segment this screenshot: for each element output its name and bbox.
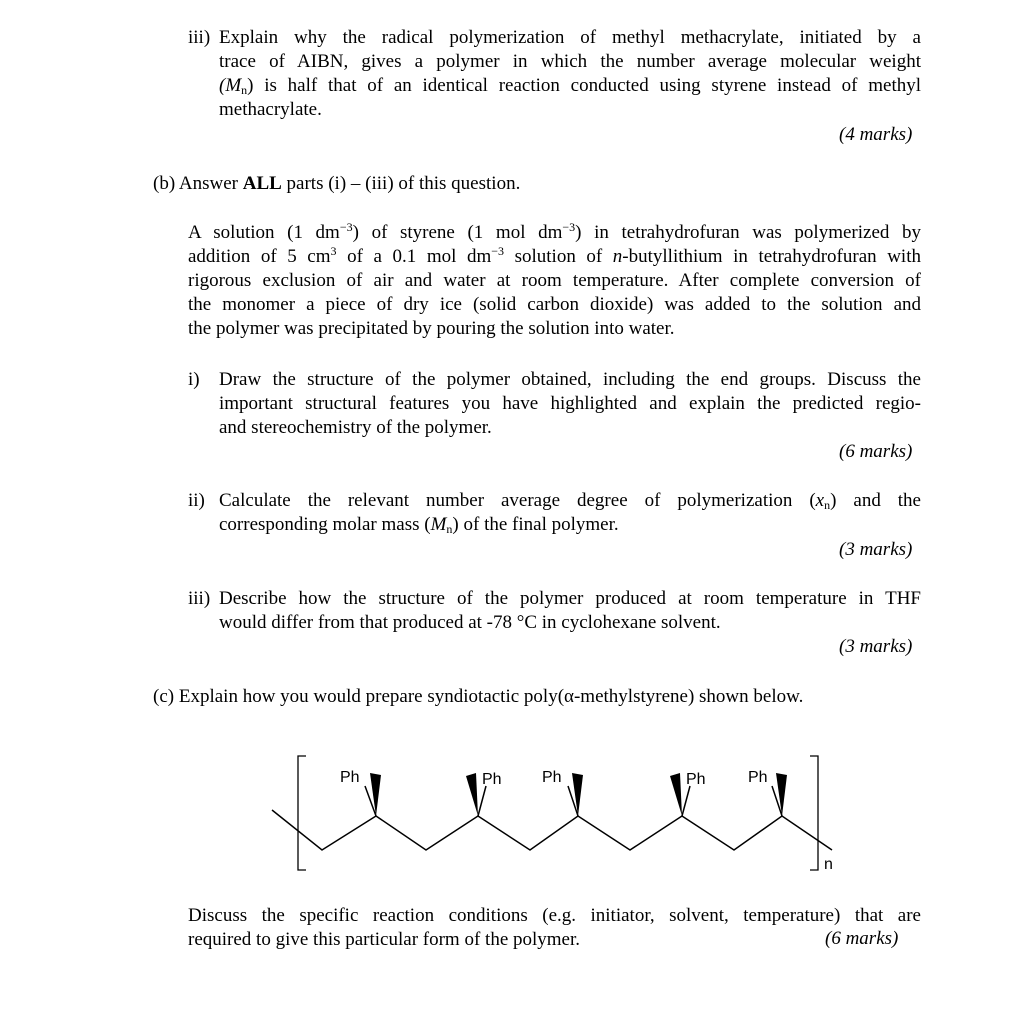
question-b-iii-label: iii): [188, 588, 211, 609]
question-b-i-line-2: important structural features you have highlighted and explain the predicted regio-: [219, 393, 921, 414]
mn-subscript-2: n: [446, 522, 453, 536]
question-a-iii-line-3: [219, 74, 921, 98]
p2-text-d: -butyllithium in tetrahydrofuran with: [622, 246, 921, 267]
p1-text-a: A solution (1 dm: [188, 222, 340, 243]
p2-text-b: of a 0.1 mol dm: [336, 246, 492, 267]
xn-subscript: n: [824, 498, 831, 512]
polymer-structure: [260, 752, 860, 882]
question-a-iii-marks: (4 marks): [839, 124, 913, 145]
ph-label-1: Ph: [340, 769, 360, 786]
mn-subscript: n: [241, 83, 248, 97]
question-c-discussion: [188, 904, 921, 952]
question-a-iii-line-2: trace of AIBN, gives a polymer in which the number average molecular weight: [219, 51, 921, 72]
mn-symbol: (M: [219, 75, 242, 96]
ii-text-d: ) of the final polymer.: [452, 514, 619, 535]
p2-italic-n: n: [612, 246, 623, 267]
question-c-marks: (6 marks): [825, 928, 899, 949]
xn-symbol: x: [815, 490, 825, 511]
question-b-ii: [188, 489, 921, 537]
question-b-label: (b): [153, 173, 176, 194]
question-b-i-label: i): [188, 369, 200, 390]
intro-text-b: parts (i) – (iii) of this question.: [281, 173, 521, 194]
paragraph-line-3: rigorous exclusion of air and water at room temperature. After complete conversion of: [188, 270, 921, 291]
polymer-backbone: [272, 810, 832, 850]
question-b-i-line-1: Draw the structure of the polymer obtained, including the end groups. Discuss the: [219, 369, 921, 390]
paragraph-line-2: [188, 245, 921, 269]
mn-symbol-2: M: [430, 514, 447, 535]
paragraph-line-1: [188, 221, 921, 245]
question-b-ii-line-1: [219, 489, 921, 513]
question-c-intro: Explain how you would prepare syndiotactic poly(α-methylstyrene) shown below.: [178, 686, 804, 707]
paragraph-line-5: the polymer was precipitated by pouring the solution into water.: [188, 318, 675, 339]
ii-text-a: Calculate the relevant number average degree of polymerization (: [219, 490, 816, 511]
repeat-unit-1: [365, 773, 381, 816]
ph-label-3: Ph: [542, 769, 562, 786]
question-a-iii-line-4: methacrylate.: [219, 99, 322, 120]
p2-text-a: addition of 5 cm: [188, 246, 331, 267]
left-bracket: [298, 756, 306, 870]
right-bracket: [810, 756, 818, 870]
paragraph-line-4: the monomer a piece of dry ice (solid carbon dioxide) was added to the solution and: [188, 294, 921, 315]
methyl-wedge-4: [670, 773, 682, 816]
methyl-wedge-3: [572, 773, 583, 816]
question-a-iii-label: iii): [188, 27, 211, 48]
question-b-intro: [179, 173, 520, 194]
repeat-unit-3: [568, 773, 583, 816]
question-b-i: [188, 368, 921, 440]
p2-sup-2: −3: [491, 244, 505, 258]
repeat-subscript-n: n: [824, 856, 833, 873]
ph-label-5: Ph: [748, 769, 768, 786]
question-b-ii-label: ii): [188, 490, 205, 511]
p1-text-b: ) of styrene (1 mol dm: [352, 222, 563, 243]
question-b-iii: [188, 587, 921, 635]
question-b-iii-line-2: would differ from that produced at -78 °C in cyclohexane solvent.: [219, 612, 721, 633]
question-b-i-marks: (6 marks): [839, 441, 913, 462]
question-b-heading: [153, 172, 520, 196]
p1-text-c: ) in tetrahydrofuran was polymerized by: [575, 222, 921, 243]
ii-text-b: ) and the: [830, 490, 921, 511]
ph-bond-4: [682, 786, 690, 816]
intro-bold: ALL: [242, 173, 282, 194]
question-a-iii-line-3-text: ) is half that of an identical reaction conducted using styrene instead of methyl: [247, 75, 921, 96]
methyl-wedge-2: [466, 773, 478, 816]
p2-text-c: solution of: [504, 246, 613, 267]
ph-bond-2: [478, 786, 486, 816]
methyl-wedge-1: [370, 773, 381, 816]
question-c-discussion-line-1: Discuss the specific reaction conditions (e.g. initiator, solvent, temperature) that are: [188, 905, 921, 926]
question-a-iii-line-1: Explain why the radical polymerization of methyl methacrylate, initiated by a: [219, 27, 921, 48]
question-c-discussion-line-2: required to give this particular form of the polymer.: [188, 929, 581, 950]
question-b-i-line-3: and stereochemistry of the polymer.: [219, 417, 492, 438]
question-b-ii-marks: (3 marks): [839, 539, 913, 560]
question-c-heading: [153, 685, 803, 709]
question-b-iii-marks: (3 marks): [839, 636, 913, 657]
repeat-unit-5: [772, 773, 787, 816]
question-c-label: (c): [153, 686, 175, 707]
p1-sup-1: −3: [339, 220, 353, 234]
ii-text-c: corresponding molar mass (: [219, 514, 431, 535]
p2-sup-1: 3: [330, 244, 337, 258]
methyl-wedge-5: [776, 773, 787, 816]
question-b-iii-line-1: Describe how the structure of the polymer produced at room temperature in THF: [219, 588, 921, 609]
question-b-paragraph: [188, 221, 921, 341]
question-b-ii-line-2: [219, 513, 921, 537]
ph-label-4: Ph: [686, 771, 706, 788]
intro-text-a: Answer: [178, 173, 243, 194]
p1-sup-2: −3: [562, 220, 576, 234]
question-a-iii: [188, 26, 921, 122]
ph-label-2: Ph: [482, 771, 502, 788]
